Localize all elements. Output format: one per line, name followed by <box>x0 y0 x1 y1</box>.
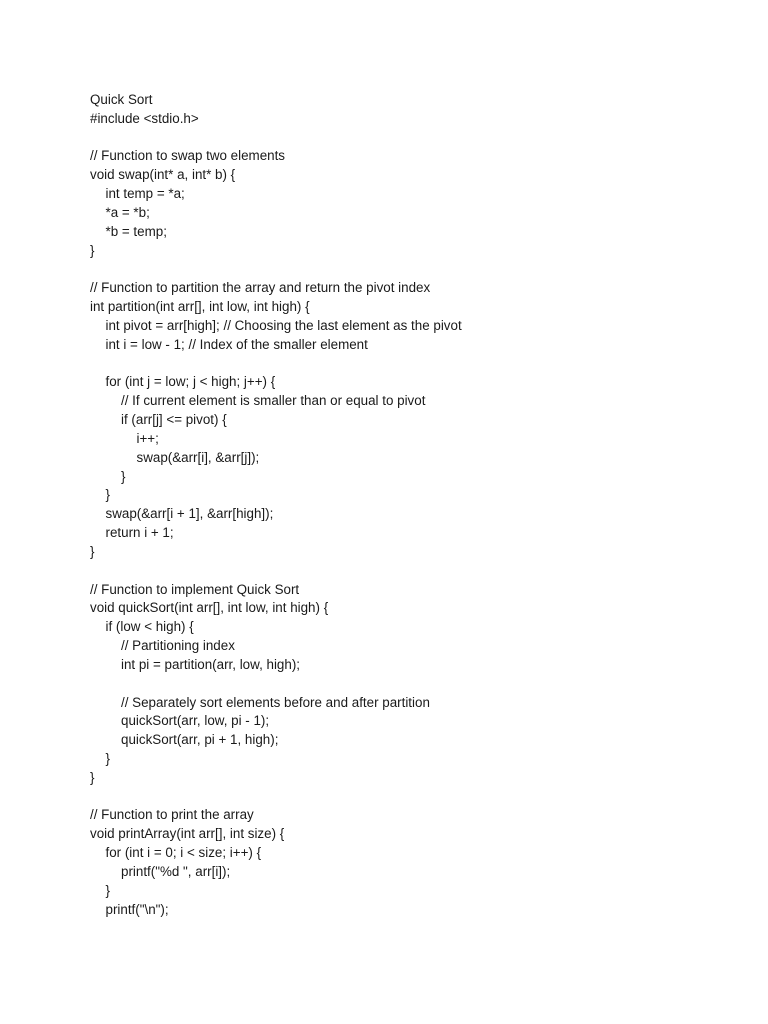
code-line: quickSort(arr, low, pi - 1); <box>121 713 270 729</box>
code-line: quickSort(arr, pi + 1, high); <box>121 732 279 748</box>
code-line: } <box>90 543 95 559</box>
code-line: swap(&arr[i + 1], &arr[high]); <box>105 506 274 522</box>
code-line: } <box>90 242 95 258</box>
code-line: if (arr[j] <= pivot) { <box>121 412 227 428</box>
code-line: int pivot = arr[high]; // Choosing the last element as the pivot <box>105 317 462 333</box>
code-line: // Separately sort elements before and after partition <box>121 694 430 710</box>
code-line: // Function to implement Quick Sort <box>90 581 300 597</box>
code-line: // If current element is smaller than or equal to pivot <box>121 393 426 409</box>
code-line: int temp = *a; <box>105 186 185 202</box>
code-line: // Function to print the array <box>90 807 254 823</box>
code-line: void quickSort(int arr[], int low, int high) { <box>90 600 329 616</box>
code-line: // Partitioning index <box>121 638 235 654</box>
blank-line <box>90 129 730 148</box>
blank-line <box>90 355 730 374</box>
code-line: printf("%d ", arr[i]); <box>121 863 231 879</box>
code-line: swap(&arr[i], &arr[j]); <box>136 449 260 465</box>
code-line: i++; <box>136 430 159 446</box>
code-line: if (low < high) { <box>105 619 194 635</box>
code-line: } <box>105 882 110 898</box>
code-line: void swap(int* a, int* b) { <box>90 167 236 183</box>
code-line: } <box>121 468 126 484</box>
code-line: *b = temp; <box>105 223 167 239</box>
blank-line <box>90 562 730 581</box>
document-title: Quick Sort <box>90 92 153 107</box>
code-line: } <box>105 487 110 503</box>
code-line: for (int j = low; j < high; j++) { <box>105 374 276 390</box>
code-block <box>90 91 730 919</box>
blank-line <box>90 260 730 279</box>
code-line: printf("\n"); <box>105 901 169 917</box>
code-line: int i = low - 1; // Index of the smaller element <box>105 336 368 352</box>
code-line: void printArray(int arr[], int size) { <box>90 826 285 842</box>
code-line: } <box>90 769 95 785</box>
blank-line <box>90 675 730 694</box>
code-line: #include <stdio.h> <box>90 110 199 126</box>
code-line: return i + 1; <box>105 525 174 541</box>
code-line: int partition(int arr[], int low, int high) { <box>90 299 310 315</box>
blank-line <box>90 788 730 807</box>
code-line: *a = *b; <box>105 204 150 220</box>
code-line: } <box>105 750 110 766</box>
code-line: // Function to partition the array and return the pivot index <box>90 280 431 296</box>
code-line: for (int i = 0; i < size; i++) { <box>105 845 262 861</box>
code-line: int pi = partition(arr, low, high); <box>121 656 301 672</box>
code-line: // Function to swap two elements <box>90 148 286 164</box>
